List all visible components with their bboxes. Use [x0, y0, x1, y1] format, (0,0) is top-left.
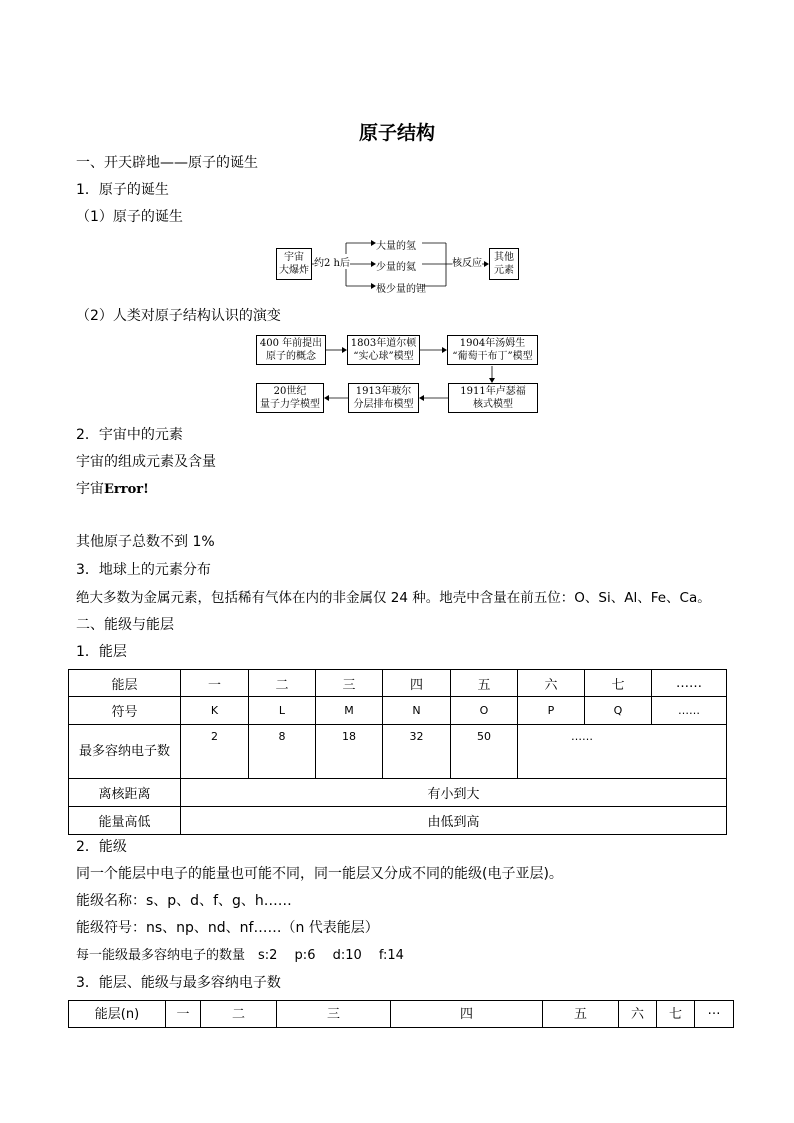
row-label-distance: 离核距离: [69, 779, 181, 807]
section1-heading: 一、开天辟地——原子的诞生: [76, 155, 258, 171]
table-cell: 四: [391, 1001, 543, 1028]
section1-sub1-1: （1）原子的诞生: [76, 209, 183, 225]
flow1-arrow2-label: 核反应: [452, 254, 482, 269]
origin-flow-diagram: [276, 236, 520, 294]
section2-sub3: 3．能层、能级与最多容纳电子数: [76, 975, 281, 991]
section1-sub3-line: 绝大多数为金属元素，包括稀有气体在内的非金属仅 24 种。地壳中含量在前五位：O、Si、Al、Fe、Ca。: [76, 590, 711, 606]
table-row: [69, 807, 727, 835]
model-box-quantum: 20世纪 量子力学模型: [256, 383, 324, 413]
model-box-rutherford: 1911年卢瑟福 核式模型: [448, 383, 538, 413]
table-cell: 50: [451, 725, 518, 779]
table-row: [69, 670, 727, 697]
model-box-bohr: 1913年玻尔 分层排布模型: [348, 383, 419, 413]
table-cell: 五: [451, 670, 518, 697]
section2-sub2-line3: 能级符号：ns、np、nd、nf……（n 代表能层）: [76, 920, 379, 936]
energy-layer-table: [68, 669, 727, 835]
table-cell: 有小到大: [181, 779, 727, 807]
section1-sub2-line2: 宇宙Error!: [76, 481, 149, 497]
section2-heading: 二、能级与能层: [76, 617, 174, 633]
table-cell: 18: [316, 725, 383, 779]
table-cell: ……: [652, 670, 727, 697]
model-box-atom-concept: 400 年前提出 原子的概念: [256, 335, 326, 365]
layer-level-table: [68, 1000, 734, 1028]
table-cell: 七: [585, 670, 652, 697]
table-cell: 一: [181, 670, 249, 697]
section2-sub1: 1．能层: [76, 644, 127, 660]
table-cell: 五: [543, 1001, 619, 1028]
row-label-max-electrons: 最多容纳电子数: [69, 725, 181, 779]
table-cell: 六: [518, 670, 585, 697]
section2-sub2-line2: 能级名称：s、p、d、f、g、h……: [76, 893, 292, 909]
table-cell: 32: [383, 725, 451, 779]
section2-sub2-line4: 每一能级最多容纳电子的数量 s:2 p:6 d:10 f:14: [76, 948, 404, 963]
table-cell: 能层(n): [69, 1001, 166, 1028]
page-title: 原子结构: [358, 122, 435, 144]
table-row: [69, 1001, 734, 1028]
atomic-model-evolution-diagram: [256, 334, 540, 414]
row-label-layer: 能层: [69, 670, 181, 697]
model-box-dalton: 1803年道尔顿 “实心球”模型: [347, 335, 420, 365]
section1-sub2: 2．宇宙中的元素: [76, 427, 183, 443]
table-cell: 由低到高: [181, 807, 727, 835]
table-row: [69, 725, 727, 779]
table-cell: ……: [652, 697, 727, 725]
flow1-arrow-label: 约2 h后: [314, 254, 350, 269]
table-cell: N: [383, 697, 451, 725]
section1-sub1-2: （2）人类对原子结构认识的演变: [76, 308, 281, 324]
big-bang-box: 宇宙 大爆炸: [276, 248, 312, 280]
table-cell: 二: [201, 1001, 277, 1028]
section1-sub3: 3．地球上的元素分布: [76, 562, 211, 578]
table-cell: L: [249, 697, 316, 725]
table-row: [69, 779, 727, 807]
table-cell: M: [316, 697, 383, 725]
table-cell: …: [695, 1001, 734, 1028]
table-cell: 二: [249, 670, 316, 697]
table-cell: 七: [657, 1001, 695, 1028]
table-cell: Q: [585, 697, 652, 725]
table-cell: 六: [619, 1001, 657, 1028]
branch-hydrogen: 大量的氢: [376, 241, 416, 252]
section2-sub2: 2．能级: [76, 839, 127, 855]
table-cell: ……: [518, 725, 727, 779]
branch-helium: 少量的氦: [376, 262, 416, 273]
table-cell: P: [518, 697, 585, 725]
row-label-symbol: 符号: [69, 697, 181, 725]
section1-sub1: 1．原子的诞生: [76, 182, 169, 198]
table-cell: 三: [277, 1001, 391, 1028]
section1-sub2-line1: 宇宙的组成元素及含量: [76, 454, 216, 470]
table-cell: 8: [249, 725, 316, 779]
table-row: [69, 697, 727, 725]
table-cell: 2: [181, 725, 249, 779]
table-cell: K: [181, 697, 249, 725]
model-box-thomson: 1904年汤姆生 “葡萄干布丁”模型: [447, 335, 538, 365]
table-cell: O: [451, 697, 518, 725]
error-text: Error!: [104, 482, 149, 497]
table-cell: 一: [166, 1001, 201, 1028]
section2-sub2-line1: 同一个能层中电子的能量也可能不同，同一能层又分成不同的能级(电子亚层)。: [76, 866, 563, 882]
row-label-energy: 能量高低: [69, 807, 181, 835]
table-cell: 四: [383, 670, 451, 697]
branch-lithium: 极少量的锂: [376, 284, 426, 295]
section1-sub2-line3: 其他原子总数不到 1%: [76, 534, 215, 550]
other-elements-box: 其他 元素: [489, 248, 519, 280]
table-cell: 三: [316, 670, 383, 697]
